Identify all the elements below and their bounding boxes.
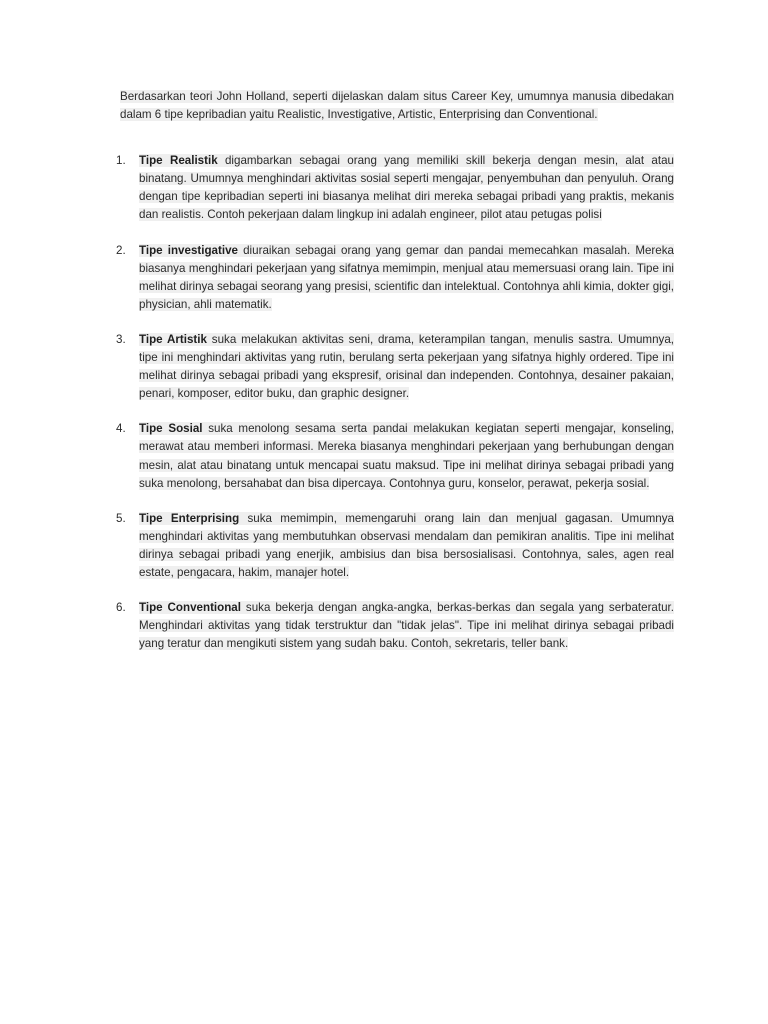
type-term: Tipe Realistik	[139, 154, 218, 168]
type-description: suka melakukan aktivitas seni, drama, keterampilan tangan, menulis sastra. Umumnya, tipe ini menghindari aktivitas yang rutin, berulang serta pekerjaan yang sifatnya highly ordered. Tipe ini melihat dirinya sebagai pribadi yang ekspresif, orisinal dan independen. Contohnya, desainer pakaian, penari, komposer, editor buku, dan graphic designer.	[139, 332, 675, 401]
list-item-text	[139, 599, 674, 653]
list-item-text	[139, 510, 674, 582]
type-description: diuraikan sebagai orang yang gemar dan pandai memecahkan masalah. Mereka biasanya menghindari pekerjaan yang sifatnya memimpin, menjual atau memersuasi orang lain. Tipe ini melihat dirinya sebagai seorang yang presisi, scientific dan intelektual. Contohnya ahli kimia, dokter gigi, physician, ahli matematik.	[139, 243, 674, 311]
list-item	[116, 420, 674, 492]
list-item	[116, 152, 674, 224]
list-item	[116, 599, 674, 653]
intro-paragraph	[120, 88, 674, 124]
personality-type-list	[116, 152, 675, 653]
type-description: suka bekerja dengan angka-angka, berkas-berkas dan segala yang serbateratur. Menghindari aktivitas yang tidak terstruktur dan "tidak jelas". Tipe ini melihat dirinya sebagai pribadi yang teratur dan mengikuti sistem yang sudah baku. Contoh, sekretaris, teller bank.	[139, 601, 674, 651]
list-item-number: 5.	[116, 511, 126, 525]
list-item-number: 6.	[116, 601, 126, 615]
list-item-number: 4.	[116, 422, 126, 436]
type-term: Tipe Sosial	[139, 422, 203, 436]
type-description: suka menolong sesama serta pandai melakukan kegiatan seperti mengajar, konseling, merawat atau memberi informasi. Mereka biasanya menghindari pekerjaan yang berhubungan dengan mesin, alat atau binatang untuk mencapai suatu maksud. Tipe ini melihat dirinya sebagai pribadi yang suka menolong, bersahabat dan bisa dipercaya. Contohnya guru, konselor, perawat, pekerja sosial.	[139, 422, 674, 490]
list-item-text	[139, 152, 674, 224]
type-description: digambarkan sebagai orang yang memiliki skill bekerja dengan mesin, alat atau binatang. Umumnya menghindari aktivitas sosial seperti mengajar, penyembuhan dan penyuluh. Orang dengan tipe kepribadian seperti ini biasanya melihat diri mereka sebagai pribadi yang praktis, mekanis dan realistis. Contoh pekerjaan dalam lingkup ini adalah engineer, pilot atau petugas polisi	[139, 154, 674, 222]
type-description: suka memimpin, memengaruhi orang lain dan menjual gagasan. Umumnya menghindari aktivitas yang membutuhkan observasi mendalam dan pemikiran analitis. Tipe ini melihat dirinya sebagai pribadi yang enerjik, ambisius dan bisa bersosialisasi. Contohnya, sales, agen real estate, pengacara, hakim, manajer hotel.	[139, 511, 674, 579]
type-term: Tipe Artistik	[139, 332, 207, 346]
list-item-text	[139, 331, 674, 403]
type-term: Tipe Conventional	[139, 601, 241, 615]
list-item	[116, 331, 675, 403]
intro-text: Berdasarkan teori John Holland, seperti dijelaskan dalam situs Career Key, umumnya manusia dibedakan dalam 6 tipe kepribadian yaitu Realistic, Investigative, Artistic, Enterprising dan Conventional.	[120, 90, 674, 122]
list-item-number: 3.	[116, 332, 126, 346]
list-item-text	[139, 420, 674, 492]
type-term: Tipe Enterprising	[139, 511, 240, 525]
list-item-text	[139, 242, 674, 314]
type-term: Tipe investigative	[139, 243, 238, 257]
document-page	[116, 88, 675, 670]
list-item-number: 1.	[116, 154, 126, 168]
list-item-number: 2.	[116, 243, 126, 257]
list-item	[116, 510, 674, 582]
list-item	[116, 242, 674, 314]
